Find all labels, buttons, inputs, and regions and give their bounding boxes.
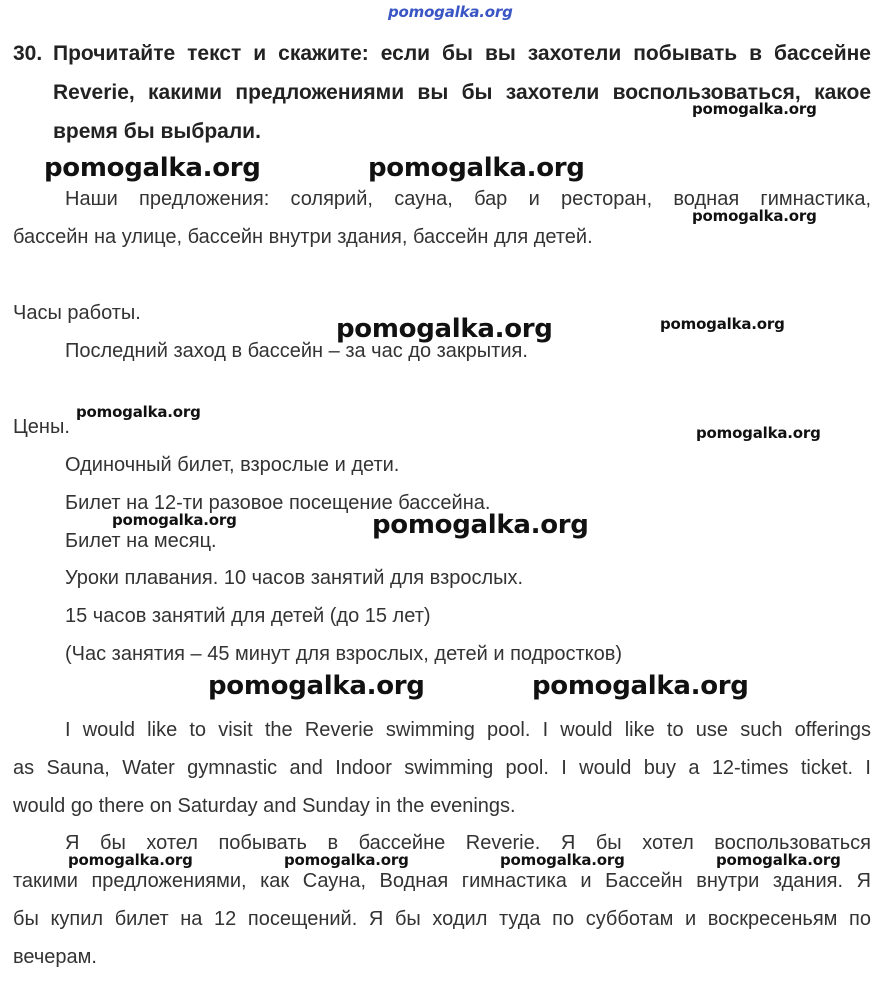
task-text-line: время бы выбрали. <box>53 120 261 143</box>
watermark: pomogalka.org <box>208 671 425 701</box>
watermark: pomogalka.org <box>44 153 261 183</box>
price-item: Одиночный билет, взрослые и дети. <box>65 454 400 476</box>
task-text-line: Reverie, какими предложениями вы бы захотели воспользоваться, какое <box>53 81 871 104</box>
price-item: Билет на 12-ти разовое посещение бассейна. <box>65 492 491 514</box>
price-item: Уроки плавания. 10 часов занятий для взрослых. <box>65 567 524 589</box>
watermark: pomogalka.org <box>532 671 749 701</box>
watermark: pomogalka.org <box>76 403 201 421</box>
answer-ru-line: Я бы хотел побывать в бассейне Reverie. Я бы хотел воспользоваться <box>65 832 871 854</box>
price-item: (Час занятия – 45 минут для взрослых, детей и подростков) <box>65 643 623 665</box>
watermark: pomogalka.org <box>660 315 785 333</box>
offers-text: Наши предложения: солярий, сауна, бар и ресторан, водная гимнастика, <box>65 188 871 210</box>
hours-note: Последний заход в бассейн – за час до закрытия. <box>65 340 528 362</box>
answer-ru-line: такими предложениями, как Сауна, Водная гимнастика и Бассейн внутри здания. Я <box>13 870 871 892</box>
offers-text: бассейн на улице, бассейн внутри здания, бассейн для детей. <box>13 226 593 248</box>
watermark: pomogalka.org <box>692 100 817 118</box>
task-text-line: Прочитайте текст и скажите: если бы вы захотели побывать в бассейне <box>53 42 871 65</box>
price-item: Билет на месяц. <box>65 530 217 552</box>
watermark: pomogalka.org <box>500 851 625 869</box>
watermark: pomogalka.org <box>284 851 409 869</box>
watermark-top: pomogalka.org <box>388 3 513 21</box>
watermark: pomogalka.org <box>68 851 193 869</box>
price-item: 15 часов занятий для детей (до 15 лет) <box>65 605 431 627</box>
answer-en-line: would go there on Saturday and Sunday in the evenings. <box>13 795 516 817</box>
watermark: pomogalka.org <box>368 153 585 183</box>
watermark: pomogalka.org <box>336 314 553 344</box>
watermark: pomogalka.org <box>716 851 841 869</box>
watermark: pomogalka.org <box>692 207 817 225</box>
task-number: 30. <box>13 42 43 65</box>
hours-heading: Часы работы. <box>13 302 141 324</box>
watermark: pomogalka.org <box>696 424 821 442</box>
answer-ru-line: бы купил билет на 12 посещений. Я бы ходил туда по субботам и воскресеньям по <box>13 908 871 930</box>
watermark: pomogalka.org <box>112 511 237 529</box>
answer-en-line: I would like to visit the Reverie swimming pool. I would like to use such offerings <box>65 719 871 741</box>
answer-ru-line: вечерам. <box>13 946 97 968</box>
watermark: pomogalka.org <box>372 510 589 540</box>
answer-en-line: as Sauna, Water gymnastic and Indoor swimming pool. I would buy a 12-times ticket. I <box>13 757 871 779</box>
prices-heading: Цены. <box>13 416 70 438</box>
